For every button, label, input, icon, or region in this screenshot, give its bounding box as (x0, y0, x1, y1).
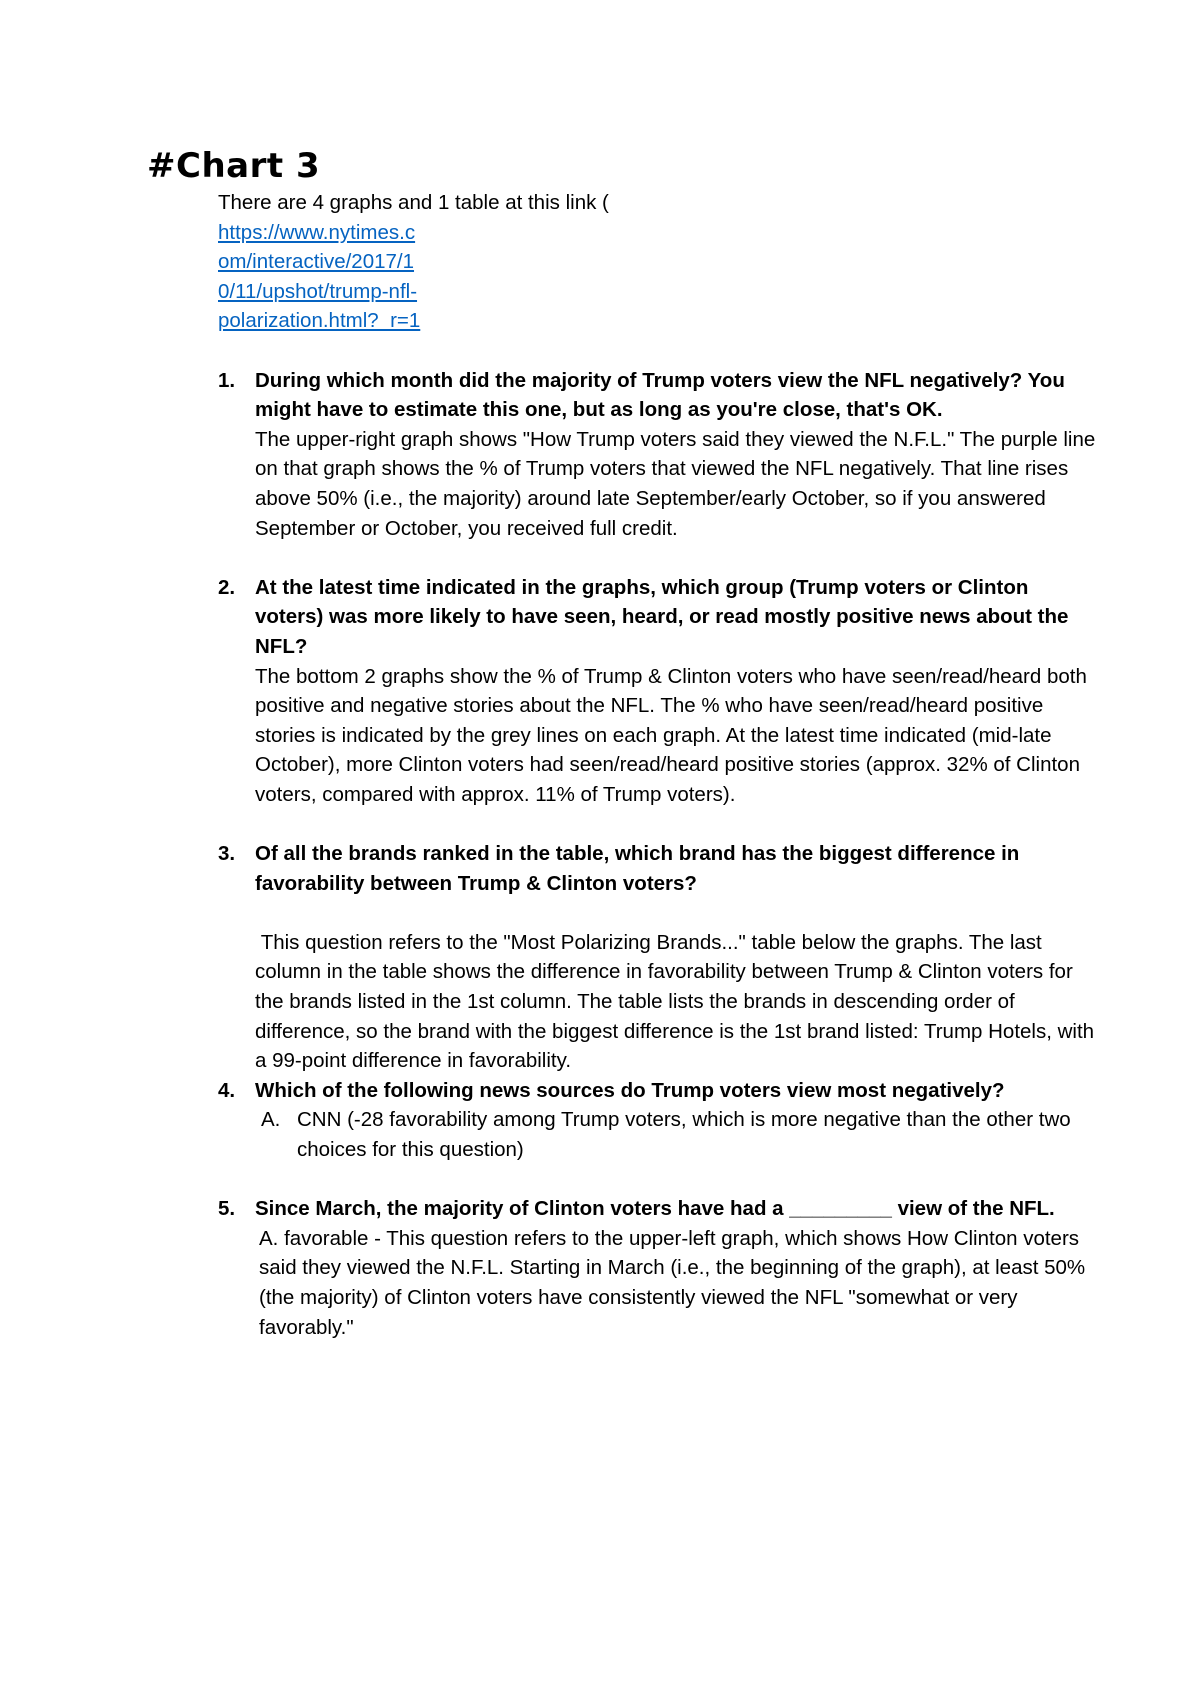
answer-text: A. favorable - This question refers to the upper-left graph, which shows How Clinton voters said they viewed the N.F.L. Starting in March (i.e., the beginning of the graph), at least 50% (the majority) of Clinton voters have consistently viewed the NFL "somewhat or very favorably." (259, 1226, 1086, 1339)
answer-choice (255, 1105, 1098, 1164)
answer-text: The bottom 2 graphs show the % of Trump & Clinton voters who have seen/read/heard both positive and negative stories about the NFL. The % who have seen/read/heard positive stories is indicated by the grey lines on each graph. At the latest time indicated (mid-late October), more Clinton voters had seen/read/heard positive stories (approx. 32% of Clinton voters, compared with approx. 11% of Trump voters). (255, 664, 1087, 806)
question-item-4 (218, 1076, 1098, 1165)
spacer (218, 1165, 1098, 1195)
question-text: Of all the brands ranked in the table, which brand has the biggest difference in favorability between Trump & Clinton voters? (255, 842, 1020, 895)
answer-text: This question refers to the "Most Polarizing Brands..." table below the graphs. The last column in the table shows the difference in favorability between Trump & Clinton voters for the brands listed in the 1st column. The table lists the brands in descending order of difference, so the brand with the biggest difference is the 1st brand listed: Trump Hotels, with a 99-point difference in favorability. (255, 930, 1100, 1073)
question-number: 1. (218, 368, 236, 392)
spacer (255, 898, 1098, 928)
question-item-2 (218, 573, 1098, 810)
choice-letter: A. (261, 1108, 281, 1132)
question-number: 3. (218, 842, 236, 866)
question-item-3 (218, 839, 1098, 1076)
answer-text: The upper-right graph shows "How Trump voters said they viewed the N.F.L." The purple line on that graph shows the % of Trump voters that viewed the NFL negatively. That line rises above 50% (i.e., the majority) around late September/early October, so if you answered September or October, you received full credit. (255, 427, 1096, 540)
question-number: 4. (218, 1078, 236, 1102)
question-number: 5. (218, 1197, 236, 1221)
question-item-1 (218, 366, 1098, 544)
page-title: #Chart 3 (147, 146, 321, 186)
spacer (218, 809, 1098, 839)
intro-paragraph (218, 188, 1098, 336)
question-text: During which month did the majority of Trump voters view the NFL negatively? You might have to estimate this one, but as long as you're close, that's OK. (255, 368, 1065, 422)
article-link[interactable]: https://www.nytimes.com/interactive/2017/10/11/upshot/trump-nfl-polarization.html?_r=1 (218, 220, 421, 333)
question-number: 2. (218, 575, 236, 599)
spacer (218, 543, 1098, 573)
question-text: Since March, the majority of Clinton voters have had a _________ view of the NFL. (255, 1197, 1055, 1221)
document-body (218, 188, 1098, 1342)
intro-text-before-link: There are 4 graphs and 1 table at this link ( (218, 191, 609, 214)
question-text: Which of the following news sources do Trump voters view most negatively? (255, 1078, 1005, 1102)
choice-text: CNN (-28 favorability among Trump voters, which is more negative than the other two choices for this question) (297, 1108, 1071, 1161)
question-item-5 (218, 1194, 1098, 1342)
question-text: At the latest time indicated in the graphs, which group (Trump voters or Clinton voters) was more likely to have seen, heard, or read mostly positive news about the NFL? (255, 575, 1069, 658)
question-list (218, 366, 1098, 1343)
